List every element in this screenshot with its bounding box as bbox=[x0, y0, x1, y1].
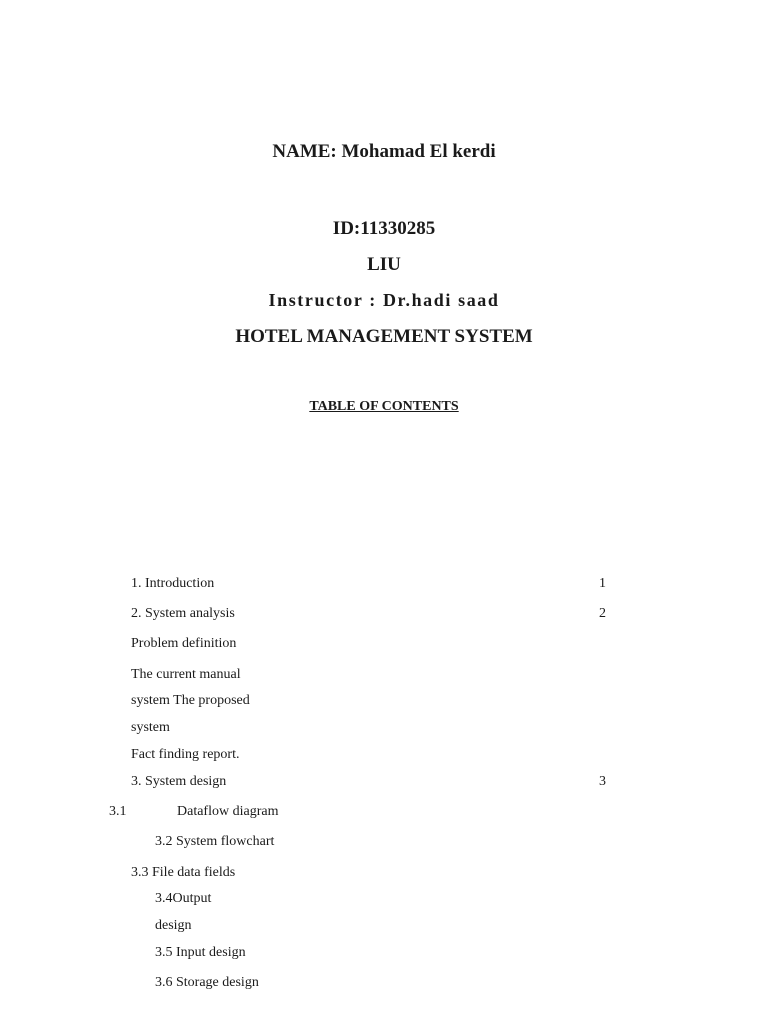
project-title: HOTEL MANAGEMENT SYSTEM bbox=[235, 326, 533, 347]
student-id: ID:11330285 bbox=[332, 218, 436, 239]
toc-entry-introduction: 1. Introduction bbox=[131, 576, 215, 591]
toc-entry-fact-finding: Fact finding report. bbox=[131, 747, 240, 762]
student-name: NAME: Mohamad El kerdi bbox=[272, 141, 496, 162]
toc-entry-system-analysis: 2. System analysis bbox=[131, 606, 235, 621]
toc-entry-output-design-cont: design bbox=[155, 918, 192, 933]
toc-entry-problem-definition: Problem definition bbox=[131, 636, 237, 651]
university-name: LIU bbox=[367, 254, 401, 275]
toc-page-introduction: 1 bbox=[599, 576, 606, 591]
toc-entry-dataflow-diagram: Dataflow diagram bbox=[177, 804, 279, 819]
toc-page-system-analysis: 2 bbox=[599, 606, 606, 621]
toc-entry-system-cont: system bbox=[131, 720, 170, 735]
instructor-name: Instructor : Dr.hadi saad bbox=[268, 290, 500, 310]
toc-entry-system-design: 3. System design bbox=[131, 774, 227, 789]
toc-entry-input-design: 3.5 Input design bbox=[155, 945, 246, 960]
toc-entry-file-data-fields: 3.3 File data fields bbox=[131, 865, 236, 880]
toc-entry-output-design: 3.4Output bbox=[155, 891, 212, 906]
toc-page-system-design: 3 bbox=[599, 774, 606, 789]
toc-entry-proposed-system: system The proposed bbox=[131, 693, 250, 708]
toc-entry-current-system: The current manual bbox=[131, 667, 241, 682]
toc-entry-storage-design: 3.6 Storage design bbox=[155, 975, 259, 990]
toc-title: TABLE OF CONTENTS bbox=[309, 399, 459, 414]
toc-entry-system-flowchart: 3.2 System flowchart bbox=[155, 834, 275, 849]
toc-entry-3-1-number: 3.1 bbox=[109, 804, 127, 819]
